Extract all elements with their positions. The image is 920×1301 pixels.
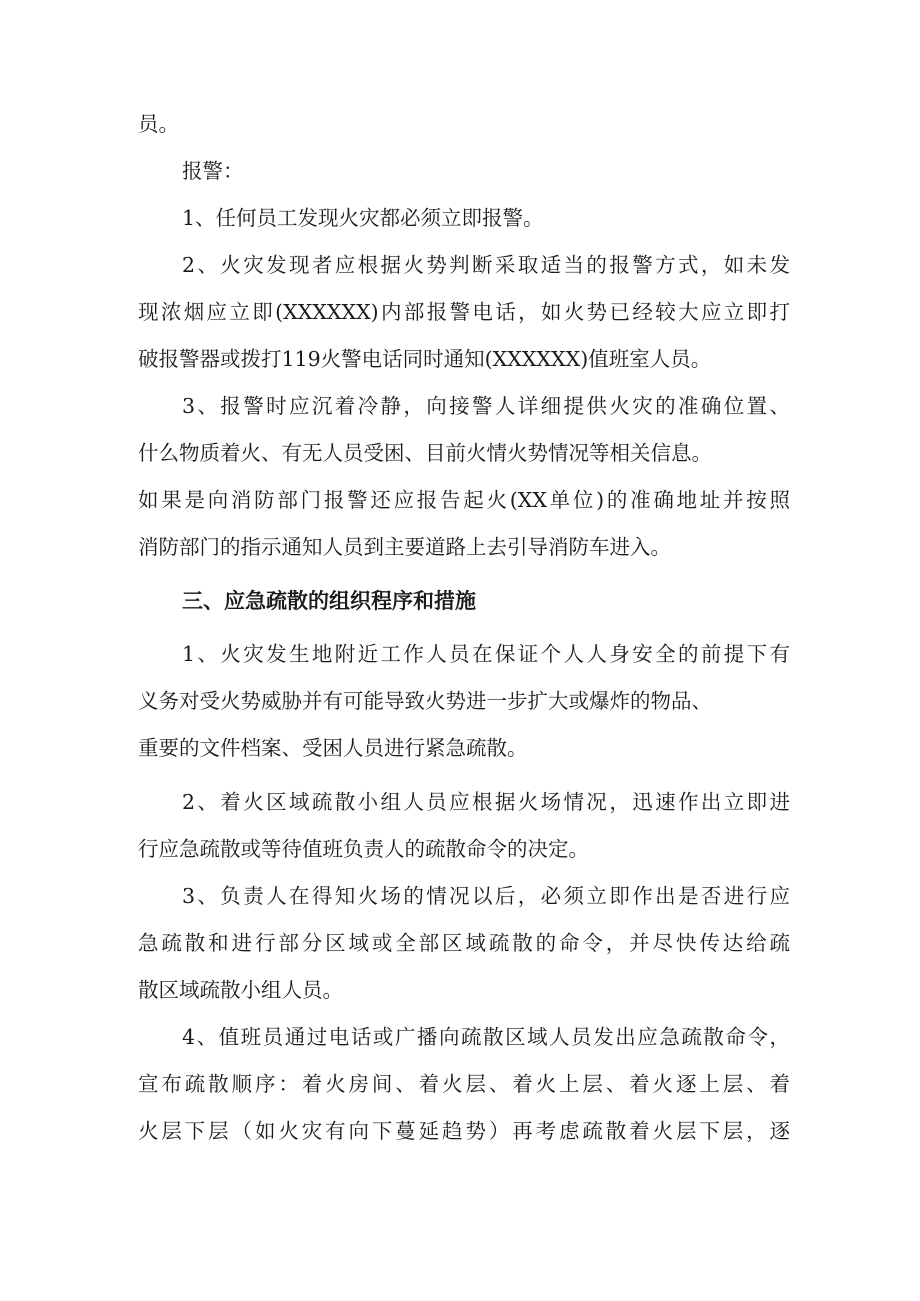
- text-line: 散区域疏散小组人员。: [138, 978, 343, 1002]
- section-label-alarm: 报警：: [182, 159, 244, 183]
- text-line: 3、负责人在得知火场的情况以后，必须立即作出是否进行应: [182, 884, 790, 908]
- text-line: 破报警器或拨打119火警电话同时通知(XXXXXX)值班室人员。: [138, 347, 712, 371]
- text-line: 员。: [138, 112, 179, 136]
- text-line: 行应急疏散或等待值班负责人的疏散命令的决定。: [138, 837, 589, 861]
- text-line: 急疏散和进行部分区域或全部区域疏散的命令，并尽快传达给疏: [138, 931, 790, 955]
- text-line: 4、值班员通过电话或广播向疏散区域人员发出应急疏散命令，: [182, 1025, 790, 1049]
- text-line: 火层下层（如火灾有向下蔓延趋势）再考虑疏散着火层下层，逐: [138, 1119, 790, 1143]
- text-line: 宣布疏散顺序：着火房间、着火层、着火上层、着火逐上层、着: [138, 1072, 790, 1096]
- text-line: 义务对受火势威胁并有可能导致火势进一步扩大或爆炸的物品、: [138, 689, 712, 713]
- text-line: 2、着火区域疏散小组人员应根据火场情况，迅速作出立即进: [182, 790, 790, 814]
- text-line: 现浓烟应立即(XXXXXX)内部报警电话，如火势已经较大应立即打: [138, 300, 790, 324]
- text-line: 1、任何员工发现火灾都必须立即报警。: [182, 206, 544, 230]
- text-line: 消防部门的指示通知人员到主要道路上去引导消防车进入。: [138, 535, 671, 559]
- text-line: 什么物质着火、有无人员受困、目前火情火势情况等相关信息。: [138, 441, 712, 465]
- text-line: 重要的文件档案、受困人员进行紧急疏散。: [138, 736, 528, 760]
- text-line: 3、报警时应沉着冷静，向接警人详细提供火灾的准确位置、: [182, 394, 790, 418]
- text-line: 1、火灾发生地附近工作人员在保证个人人身安全的前提下有: [182, 642, 790, 666]
- text-line: 2、火灾发现者应根据火势判断采取适当的报警方式，如未发: [182, 253, 790, 277]
- text-line: 如果是向消防部门报警还应报告起火(XX单位)的准确地址并按照: [138, 488, 790, 512]
- section-heading: 三、应急疏散的组织程序和措施: [182, 589, 476, 613]
